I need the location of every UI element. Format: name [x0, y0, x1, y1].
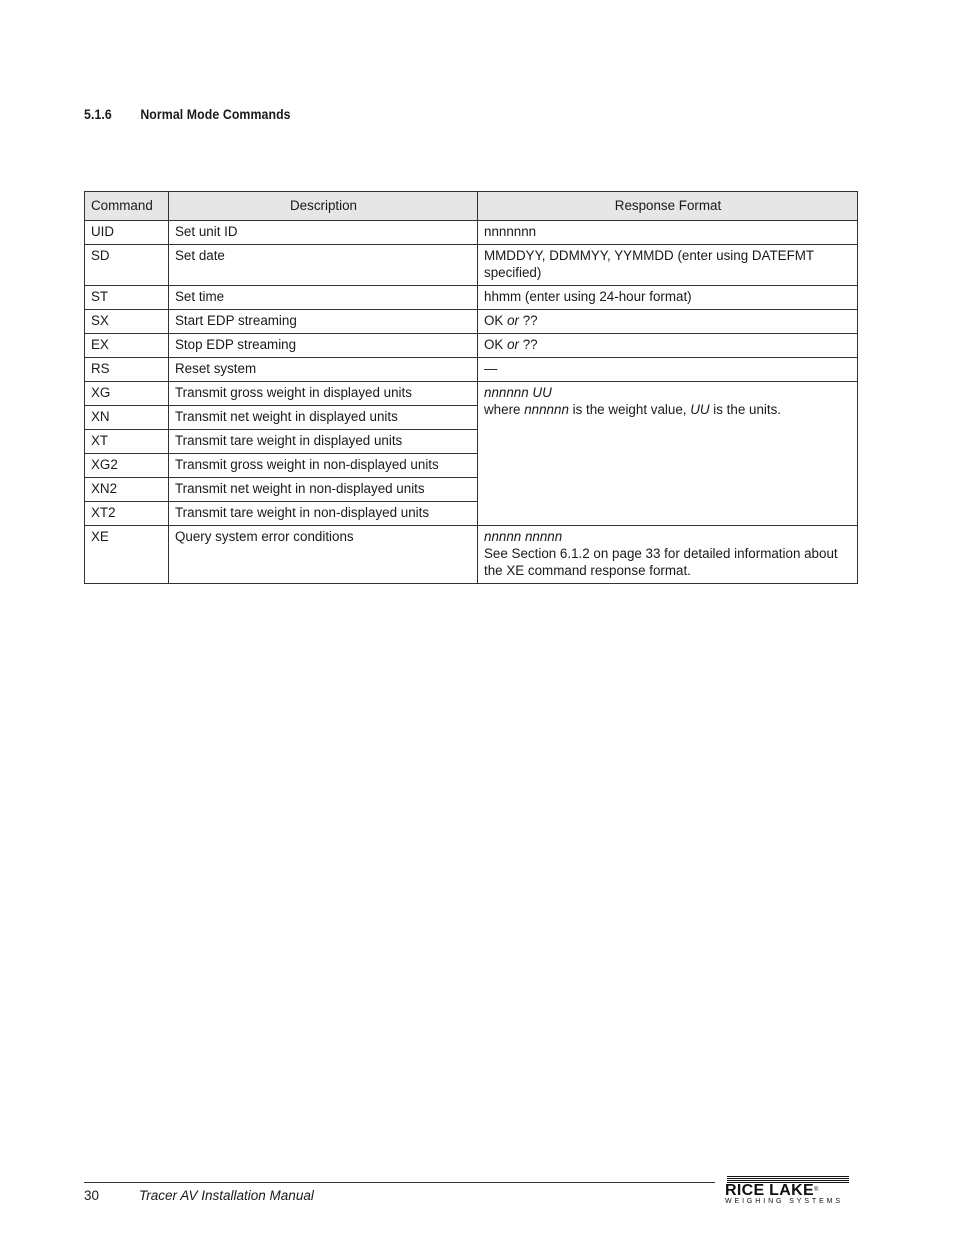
description-cell: Start EDP streaming: [169, 310, 478, 334]
table-row: [85, 358, 858, 382]
command-cell: XG: [85, 382, 169, 406]
page-number: 30: [84, 1188, 100, 1203]
column-header-description: Description: [169, 192, 478, 221]
response-cell: nnnnnnn: [478, 221, 858, 245]
xe-response-format: nnnnn nnnnn: [484, 529, 563, 544]
section-title: Normal Mode Commands: [140, 106, 291, 122]
response-cell: —: [478, 358, 858, 382]
table-row: [85, 382, 858, 406]
table-header-row: [85, 192, 858, 221]
command-cell: SX: [85, 310, 169, 334]
response-ok: OK: [484, 313, 508, 328]
section-number: 5.1.6: [84, 106, 112, 122]
logo-registered-mark: ®: [813, 1187, 819, 1193]
description-cell: Transmit gross weight in non-displayed units: [169, 454, 478, 478]
command-cell: SD: [85, 245, 169, 286]
response-cell: [478, 526, 858, 584]
response-cell: hhmm (enter using 24-hour format): [478, 286, 858, 310]
section-heading: [84, 106, 291, 122]
response-error: ??: [519, 337, 538, 352]
command-cell: EX: [85, 334, 169, 358]
table-row: [85, 526, 858, 584]
table-row: [85, 310, 858, 334]
command-cell: XN: [85, 406, 169, 430]
logo-name: RICE LAKE: [725, 1182, 814, 1199]
description-cell: Transmit net weight in displayed units: [169, 406, 478, 430]
description-cell: Transmit tare weight in displayed units: [169, 430, 478, 454]
command-cell: UID: [85, 221, 169, 245]
description-cell: Transmit tare weight in non-displayed units: [169, 502, 478, 526]
footer-rule: [84, 1182, 715, 1183]
description-cell: Transmit gross weight in displayed units: [169, 382, 478, 406]
logo-subtext: WEIGHING SYSTEMS: [725, 1198, 843, 1205]
rice-lake-logo: [725, 1175, 851, 1207]
commands-table: [84, 191, 858, 584]
note-value-token: nnnnnn: [524, 402, 569, 417]
note-text: is the units.: [709, 402, 782, 417]
note-text: is the weight value,: [568, 402, 691, 417]
table-row: [85, 334, 858, 358]
response-error: ??: [519, 313, 538, 328]
command-cell: RS: [85, 358, 169, 382]
description-cell: Transmit net weight in non-displayed units: [169, 478, 478, 502]
note-units-token: UU: [690, 402, 710, 417]
manual-title: Tracer AV Installation Manual: [139, 1188, 314, 1203]
response-ok: OK: [484, 337, 508, 352]
response-or: or: [507, 313, 519, 328]
weight-response-cell: [478, 382, 858, 526]
table-row: [85, 245, 858, 286]
command-cell: XE: [85, 526, 169, 584]
note-text: where: [484, 402, 525, 417]
weight-response-note: [484, 401, 852, 418]
description-cell: Set date: [169, 245, 478, 286]
description-cell: Reset system: [169, 358, 478, 382]
column-header-command: Command: [85, 192, 169, 221]
column-header-response-format: Response Format: [478, 192, 858, 221]
table-row: [85, 286, 858, 310]
weight-response-format: nnnnnn UU: [484, 385, 552, 400]
response-cell: [478, 310, 858, 334]
command-cell: XG2: [85, 454, 169, 478]
description-cell: Set time: [169, 286, 478, 310]
response-cell: [478, 334, 858, 358]
response-cell: MMDDYY, DDMMYY, YYMMDD (enter using DATEFMT specified): [478, 245, 858, 286]
description-cell: Stop EDP streaming: [169, 334, 478, 358]
logo-wordmark: [725, 1183, 851, 1198]
command-cell: XT: [85, 430, 169, 454]
table-row: [85, 221, 858, 245]
command-cell: XT2: [85, 502, 169, 526]
response-or: or: [507, 337, 519, 352]
description-cell: Set unit ID: [169, 221, 478, 245]
xe-response-note: See Section 6.1.2 on page 33 for detailed information about the XE command response format.: [484, 546, 838, 578]
command-cell: XN2: [85, 478, 169, 502]
command-cell: ST: [85, 286, 169, 310]
description-cell: Query system error conditions: [169, 526, 478, 584]
